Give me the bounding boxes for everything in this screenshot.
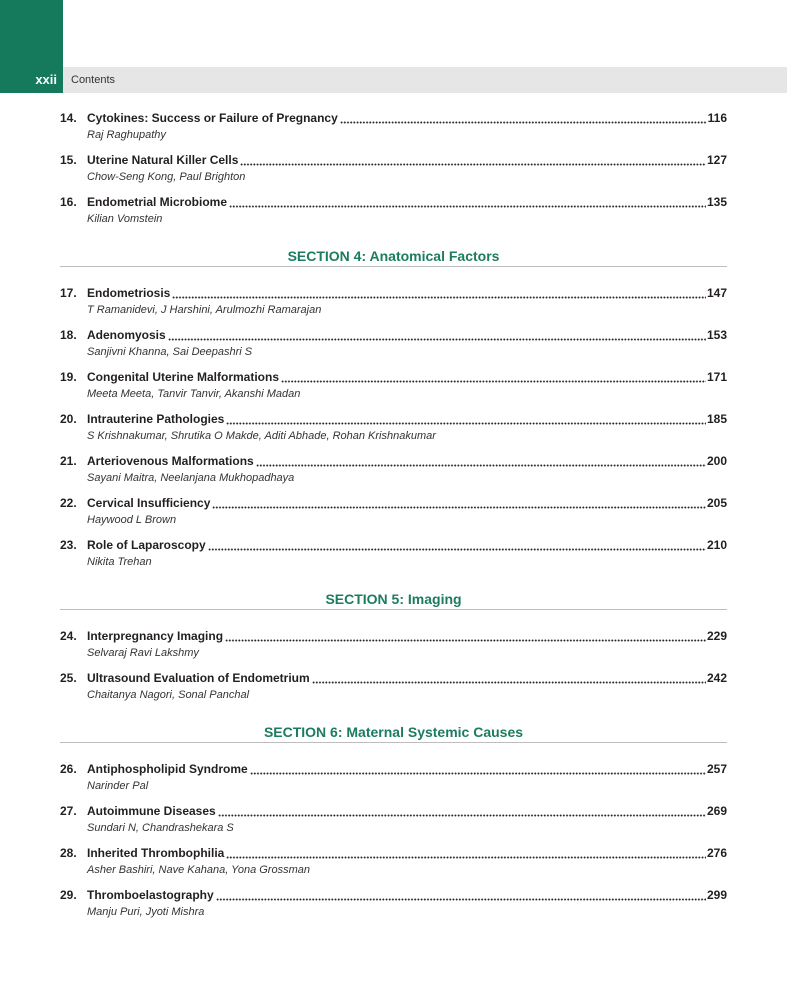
chapter-authors: Selvaraj Ravi Lakshmy [87,647,199,659]
chapter-authors: Raj Raghupathy [87,129,166,141]
dot-leader [208,548,706,551]
chapter-title: Uterine Natural Killer Cells [87,153,239,167]
chapter-page-number: 299 [706,888,727,902]
chapter-page-number: 147 [706,286,727,300]
toc-entry-27 [60,803,727,845]
chapter-title: Intrauterine Pathologies [87,412,225,426]
chapter-title: Adenomyosis [87,328,166,342]
chapter-page-number: 205 [706,496,727,510]
dot-leader [226,856,706,859]
dot-leader [340,121,707,124]
dot-leader [250,772,706,775]
chapter-title: Endometriosis [87,286,171,300]
entry-line [60,411,727,428]
dot-leader [229,205,706,208]
entry-line [60,845,727,862]
entry-line [60,670,727,687]
toc-entry-20 [60,411,727,453]
chapter-title: Endometrial Microbiome [87,195,228,209]
toc-entry-19 [60,369,727,411]
chapter-number: 14. [60,111,77,125]
chapter-number: 27. [60,804,77,818]
entry-line [60,152,727,169]
entry-line [60,887,727,904]
chapter-authors: Narinder Pal [87,780,149,792]
toc-entry-24 [60,628,727,670]
chapter-authors: Manju Puri, Jyoti Mishra [87,906,205,918]
toc-entry-18 [60,327,727,369]
dot-leader [172,296,706,299]
chapter-title: Ultrasound Evaluation of Endometrium [87,671,310,685]
chapter-number: 21. [60,454,77,468]
chapter-page-number: 135 [706,195,727,209]
toc-entry-25 [60,670,727,712]
toc-entry-15 [60,152,727,194]
chapter-page-number: 200 [706,454,727,468]
chapter-title: Arteriovenous Malformations [87,454,254,468]
toc-entry-16 [60,194,727,236]
section-5 [60,591,727,712]
entry-line [60,453,727,470]
toc-entry-17 [60,285,727,327]
chapter-number: 26. [60,762,77,776]
chapter-number: 28. [60,846,77,860]
entry-line [60,285,727,302]
entry-line [60,369,727,386]
chapter-authors: T Ramanidevi, J Harshini, Arulmozhi Ramarajan [87,304,322,316]
chapter-authors: Sanjivni Khanna, Sai Deepashri S [87,346,253,358]
toc-entry-14 [60,110,727,152]
section-4 [60,248,727,579]
section-heading: SECTION 4: Anatomical Factors [60,248,727,267]
chapter-title: Antiphospholipid Syndrome [87,762,248,776]
page-number-label: xxii [35,72,57,87]
chapter-page-number: 171 [706,370,727,384]
chapter-authors: Nikita Trehan [87,556,152,568]
chapter-number: 25. [60,671,77,685]
chapter-number: 19. [60,370,77,384]
chapter-page-number: 269 [706,804,727,818]
entry-line [60,327,727,344]
dot-leader [312,681,706,684]
entry-line [60,803,727,820]
header-band [63,67,787,93]
chapter-page-number: 257 [706,762,727,776]
entry-line [60,628,727,645]
chapter-page-number: 127 [706,153,727,167]
chapter-number: 22. [60,496,77,510]
dot-leader [212,506,706,509]
chapter-authors: Chow-Seng Kong, Paul Brighton [87,171,246,183]
chapter-number: 16. [60,195,77,209]
chapter-authors: Meeta Meeta, Tanvir Tanvir, Akanshi Madan [87,388,301,400]
chapter-title: Inherited Thrombophilia [87,846,225,860]
toc-entry-29 [60,887,727,929]
entry-line [60,495,727,512]
toc-entry-26 [60,761,727,803]
section-heading: SECTION 6: Maternal Systemic Causes [60,724,727,743]
chapter-authors: Haywood L Brown [87,514,177,526]
chapter-authors: Sundari N, Chandrashekara S [87,822,234,834]
table-of-contents [60,110,727,929]
chapter-number: 29. [60,888,77,902]
chapter-number: 17. [60,286,77,300]
toc-entry-21 [60,453,727,495]
chapter-title: Interpregnancy Imaging [87,629,224,643]
chapter-authors: Sayani Maitra, Neelanjana Mukhopadhaya [87,472,295,484]
chapter-title: Thromboelastography [87,888,214,902]
dot-leader [168,338,706,341]
section-6 [60,724,727,929]
toc-entry-28 [60,845,727,887]
dot-leader [256,464,706,467]
entry-line [60,194,727,211]
chapter-page-number: 153 [706,328,727,342]
chapter-title: Cytokines: Success or Failure of Pregnancy [87,111,338,125]
chapter-number: 18. [60,328,77,342]
dot-leader [281,380,706,383]
chapter-title: Role of Laparoscopy [87,538,206,552]
entry-line [60,110,727,127]
chapter-number: 23. [60,538,77,552]
folio-block [0,0,63,93]
chapter-page-number: 276 [706,846,727,860]
dot-leader [240,163,706,166]
running-title: Contents [71,74,116,86]
chapter-page-number: 185 [706,412,727,426]
toc-entry-23 [60,537,727,579]
chapter-number: 15. [60,153,77,167]
chapter-page-number: 116 [707,111,727,125]
chapter-page-number: 210 [706,538,727,552]
chapter-authors: Chaitanya Nagori, Sonal Panchal [87,689,250,701]
dot-leader [218,814,706,817]
chapter-authors: Asher Bashiri, Nave Kahana, Yona Grossman [87,864,310,876]
chapter-authors: S Krishnakumar, Shrutika O Makde, Aditi Abhade, Rohan Krishnakumar [87,430,436,442]
dot-leader [225,639,706,642]
dot-leader [226,422,706,425]
entry-line [60,537,727,554]
chapter-number: 24. [60,629,77,643]
dot-leader [216,898,706,901]
chapter-page-number: 242 [706,671,727,685]
chapter-page-number: 229 [706,629,727,643]
chapter-title: Cervical Insufficiency [87,496,211,510]
chapter-title: Congenital Uterine Malformations [87,370,280,384]
chapter-title: Autoimmune Diseases [87,804,216,818]
toc-entry-22 [60,495,727,537]
chapter-number: 20. [60,412,77,426]
entry-line [60,761,727,778]
section-heading: SECTION 5: Imaging [60,591,727,610]
chapter-authors: Kilian Vomstein [87,213,163,225]
